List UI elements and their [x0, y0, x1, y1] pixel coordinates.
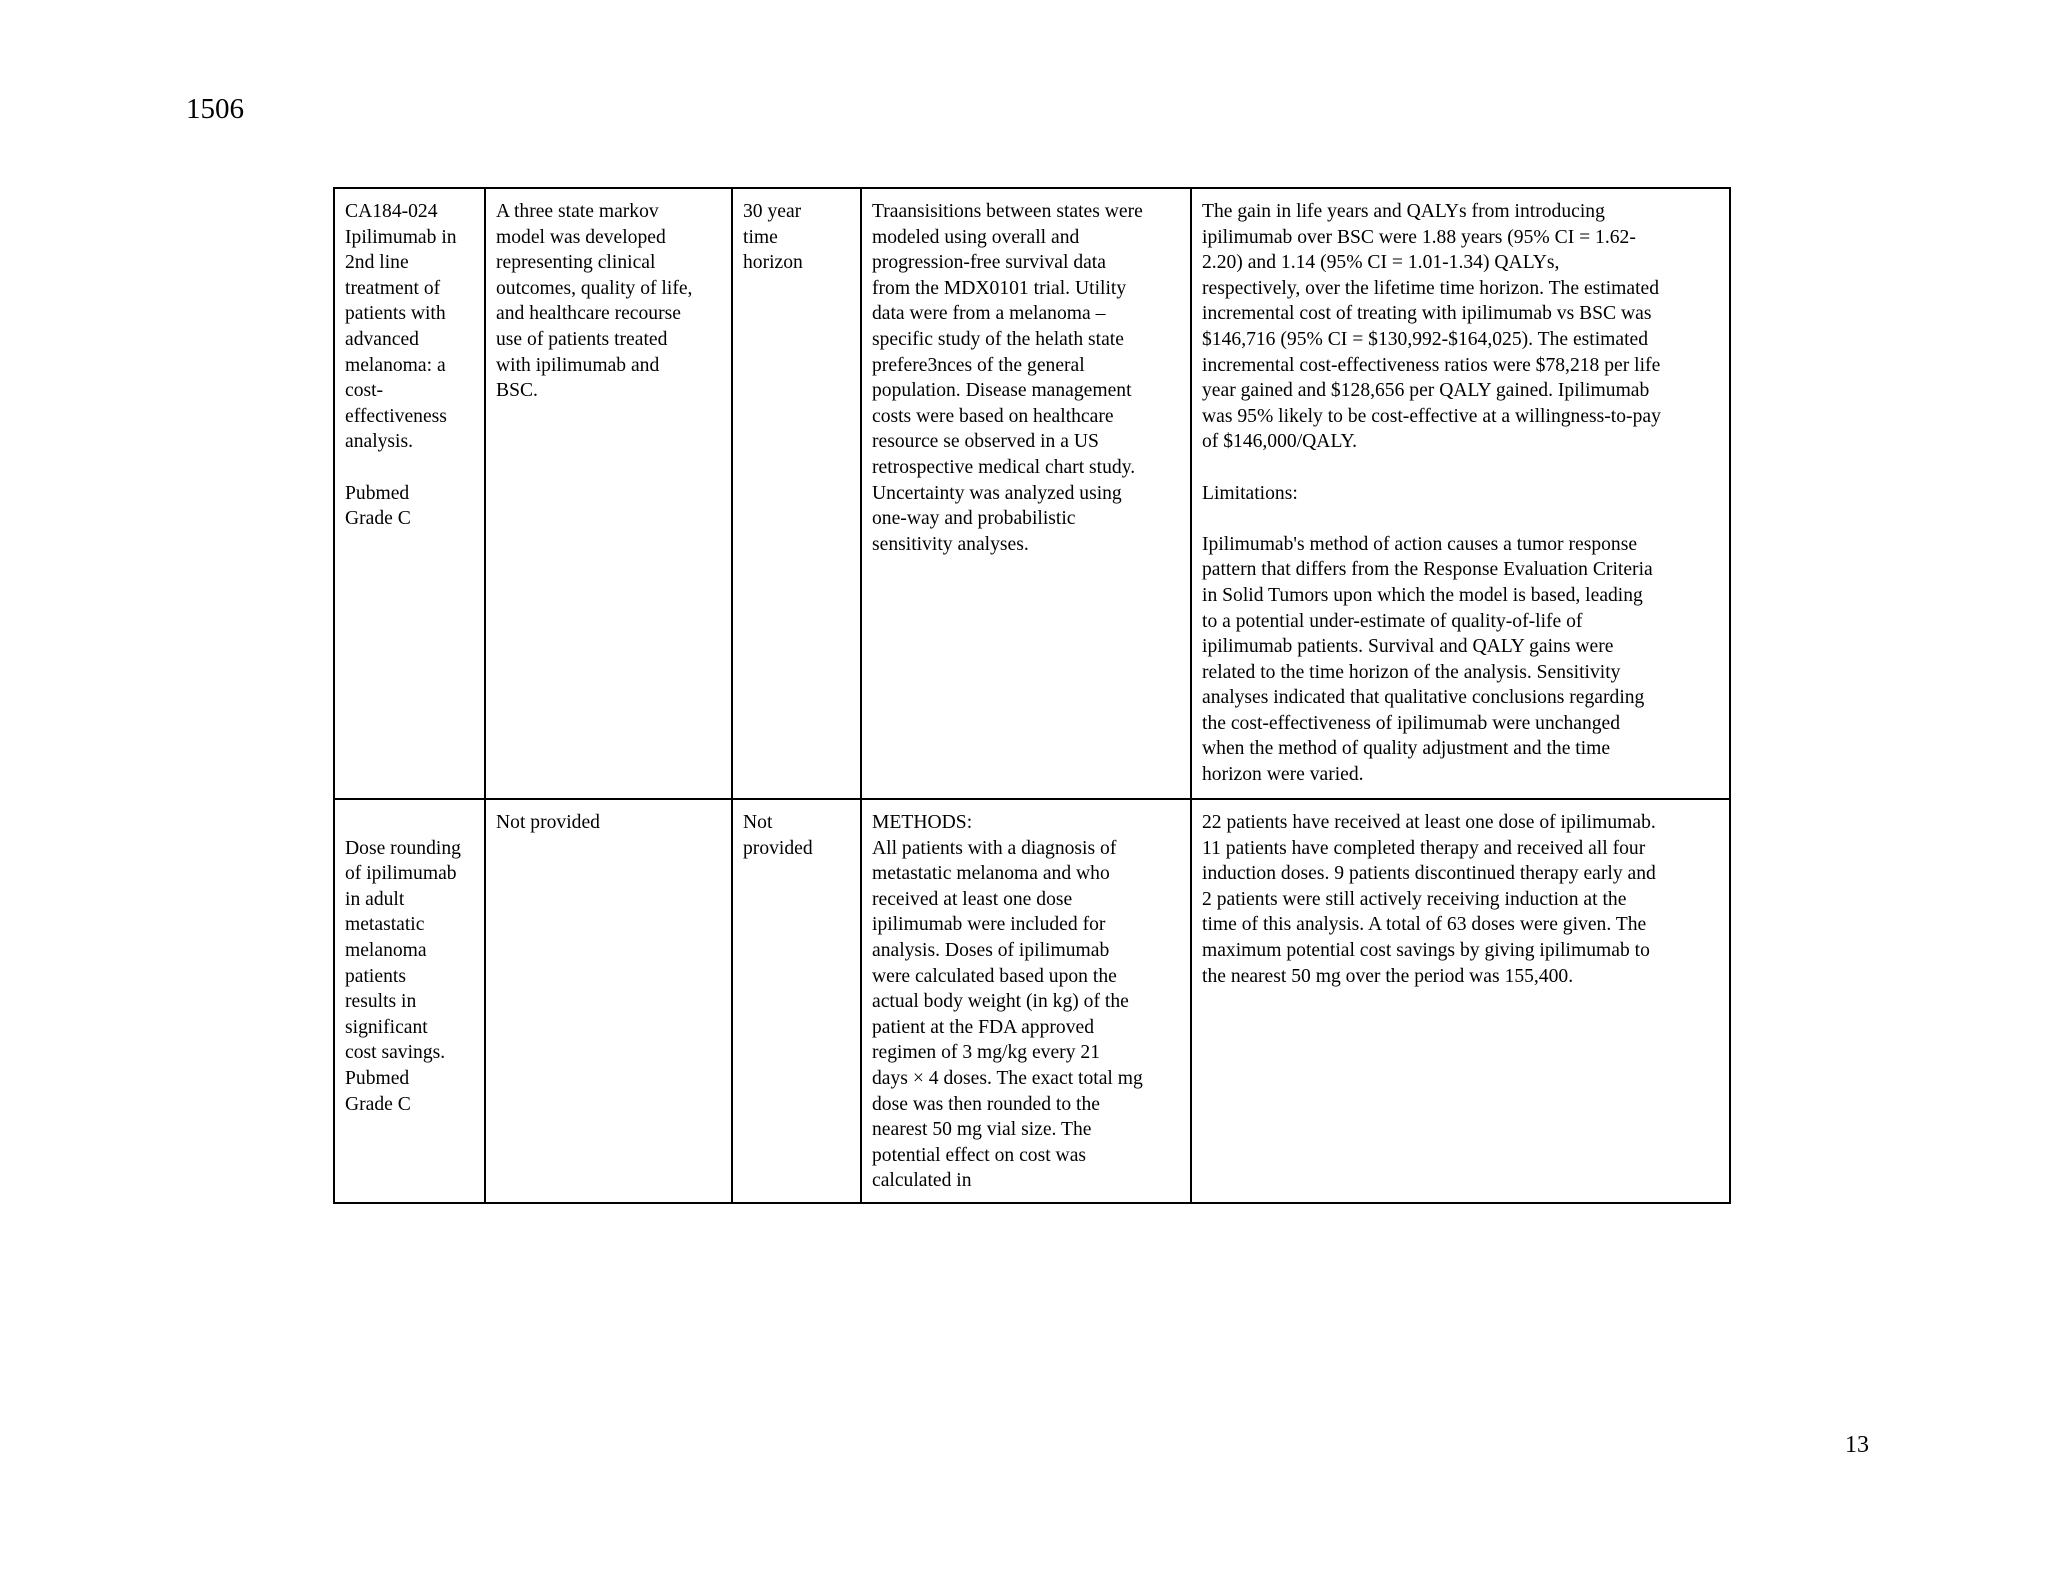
study-text: CA184-024 Ipilimumab in 2nd line treatment of patients with advanced melanoma: a cost- effectiveness analysis. Pubmed Grade C: [345, 201, 457, 530]
study-text: Dose rounding of ipilimumab in adult metastatic melanoma patients results in significant cost savings. Pubmed Grade C: [345, 837, 461, 1115]
table-row: [334, 799, 1730, 1203]
duration-text: 30 year time horizon: [743, 201, 803, 274]
duration-cell: [732, 188, 861, 799]
results-text: 22 patients have received at least one dose of ipilimumab. 11 patients have completed therapy and received all four induction doses. 9 patients discontinued therapy early and 2 patients were still actively receiving induction at the time of this analysis. A total of 63 doses were given. The maximum potential cost savings by giving ipilimumab to the nearest 50 mg over the period was 155,400.: [1202, 812, 1656, 987]
methods-text: METHODS: All patients with a diagnosis of metastatic melanoma and who received at least one dose ipilimumab were included for analysis. Doses of ipilimumab were calculated based upon the actual body weight (in kg) of the patient at the FDA approved regimen of 3 mg/kg every 21 days × 4 doses. The exact total mg dose was then rounded to the nearest 50 mg vial size. The potential effect on cost was calculated in: [872, 812, 1143, 1192]
duration-text: Not provided: [743, 812, 813, 859]
study-cell: [334, 188, 485, 799]
design-text: Not provided: [496, 812, 600, 833]
header-number: 1506: [186, 93, 244, 125]
page-number: 13: [1845, 1432, 1869, 1458]
results-cell: [1191, 799, 1730, 1203]
methods-text: Traansisitions between states were modeled using overall and progression-free survival data from the MDX0101 trial. Utility data were from a melanoma – specific study of the helath state prefere3nces of the general population. Disease management costs were based on healthcare resource se observed in a US retrospective medical chart study. Uncertainty was analyzed using one-way and probabilistic sensitivity analyses.: [872, 201, 1143, 555]
results-text: The gain in life years and QALYs from introducing ipilimumab over BSC were 1.88 years (95% CI = 1.62- 2.20) and 1.14 (95% CI = 1.01-1.34) QALYs, respectively, over the lifetime time horizon. The estimated incremental cost of treating with ipilimumab vs BSC was $146,716 (95% CI = $130,992-$164,025). The estimated incremental cost-effectiveness ratios were $78,218 per life year gained and $128,656 per QALY gained. Ipilimumab was 95% likely to be cost-effective at a willingness-to-pay of $146,000/QALY. Limitations: Ipilimumab's method of action causes a tumor response pattern that differs from the Response Evaluation Criteria in Solid Tumors upon which the model is based, leading to a potential under-estimate of quality-of-life of ipilimumab patients. Survival and QALY gains were related to the time horizon of the analysis. Sensitivity analyses indicated that qualitative conclusions regarding the cost-effectiveness of ipilimumab were unchanged when the method of quality adjustment and the time horizon were varied.: [1202, 201, 1661, 786]
methods-cell: [861, 188, 1191, 799]
design-cell: [485, 799, 732, 1203]
study-cell: [334, 799, 485, 1203]
design-text: A three state markov model was developed representing clinical outcomes, quality of life, and healthcare recourse use of patients treated with ipilimumab and BSC.: [496, 201, 693, 402]
results-cell: [1191, 188, 1730, 799]
evidence-table: [333, 187, 1731, 1204]
methods-cell: [861, 799, 1191, 1203]
cell-spacer: [345, 810, 478, 836]
duration-cell: [732, 799, 861, 1203]
table-row: [334, 188, 1730, 799]
design-cell: [485, 188, 732, 799]
